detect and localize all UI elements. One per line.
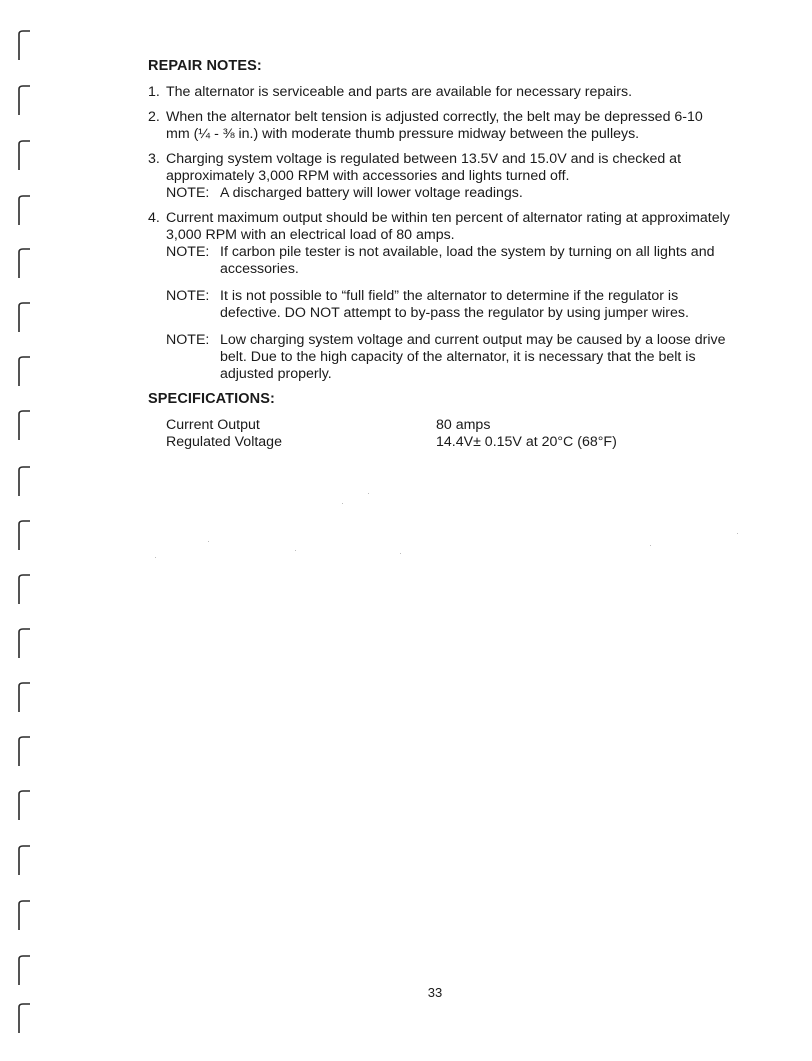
scan-speck [650, 545, 651, 546]
item-text: The alternator is serviceable and parts are available for necessary repairs. [166, 84, 633, 100]
scan-speck [295, 550, 296, 551]
binding-hole-mark [17, 736, 32, 766]
binding-hole-mark [17, 248, 32, 278]
binding-hole-mark [17, 302, 32, 332]
binding-hole-mark [17, 466, 32, 496]
binding-hole-mark [17, 955, 32, 985]
spec-row [148, 417, 730, 434]
repair-notes-list [148, 84, 730, 383]
item-number: 4. [148, 210, 160, 226]
spec-value: 80 amps [436, 417, 491, 433]
note [166, 332, 730, 383]
note-text: It is not possible to “full field” the alternator to determine if the regulator is defective. DO NOT attempt to by-pass the regulator by using jumper wires. [220, 288, 689, 321]
item-number: 1. [148, 84, 160, 100]
item-number: 3. [148, 151, 160, 167]
spec-row [148, 434, 730, 451]
binding-hole-mark [17, 628, 32, 658]
list-item [148, 84, 730, 101]
list-item [148, 151, 730, 202]
note-label: NOTE: [166, 288, 210, 304]
note-text: A discharged battery will lower voltage readings. [220, 185, 523, 201]
binding-hole-mark [17, 790, 32, 820]
note-label: NOTE: [166, 244, 210, 260]
list-item [148, 210, 730, 383]
repair-notes-heading: REPAIR NOTES: [148, 58, 262, 74]
scan-speck [155, 557, 156, 558]
item-number: 2. [148, 109, 160, 125]
scan-speck [400, 553, 401, 554]
spec-label: Current Output [166, 417, 260, 433]
binding-hole-mark [17, 85, 32, 115]
list-item [148, 109, 730, 143]
scan-speck [737, 533, 738, 534]
binding-hole-mark [17, 356, 32, 386]
item-text: When the alternator belt tension is adjusted correctly, the belt may be depressed 6-10 mm (¼ - ⅜ in.) with moderate thumb pressure midway between the pulleys. [166, 109, 703, 142]
specifications-heading: SPECIFICATIONS: [148, 391, 275, 407]
binding-hole-mark [17, 410, 32, 440]
binding-hole-mark [17, 900, 32, 930]
binding-hole-mark [17, 520, 32, 550]
binding-hole-mark [17, 574, 32, 604]
note [166, 244, 730, 278]
scan-speck [208, 541, 209, 542]
binding-hole-mark [17, 195, 32, 225]
binding-hole-mark [17, 682, 32, 712]
note [166, 288, 730, 322]
note-text: If carbon pile tester is not available, load the system by turning on all lights and accessories. [220, 244, 715, 277]
note [166, 185, 730, 202]
page-number: 33 [427, 985, 443, 1000]
note-label: NOTE: [166, 185, 210, 201]
page-content [148, 58, 730, 451]
binding-hole-mark [17, 30, 32, 60]
scan-speck [368, 493, 369, 494]
binding-hole-mark [17, 140, 32, 170]
binding-hole-mark [17, 845, 32, 875]
note-label: NOTE: [166, 332, 210, 348]
item-text: Charging system voltage is regulated between 13.5V and 15.0V and is checked at approximately 3,000 RPM with accessories and lights turned off. [166, 151, 682, 184]
note-text: Low charging system voltage and current output may be caused by a loose drive belt. Due to the high capacity of the alternator, it is necessary that the belt is adjusted properly. [220, 332, 726, 382]
item-text: Current maximum output should be within ten percent of alternator rating at approximately 3,000 RPM with an electrical load of 80 amps. [166, 210, 730, 243]
spec-value: 14.4V± 0.15V at 20°C (68°F) [436, 434, 617, 450]
spec-label: Regulated Voltage [166, 434, 282, 450]
scan-speck [342, 503, 343, 504]
binding-hole-mark [17, 1003, 32, 1033]
